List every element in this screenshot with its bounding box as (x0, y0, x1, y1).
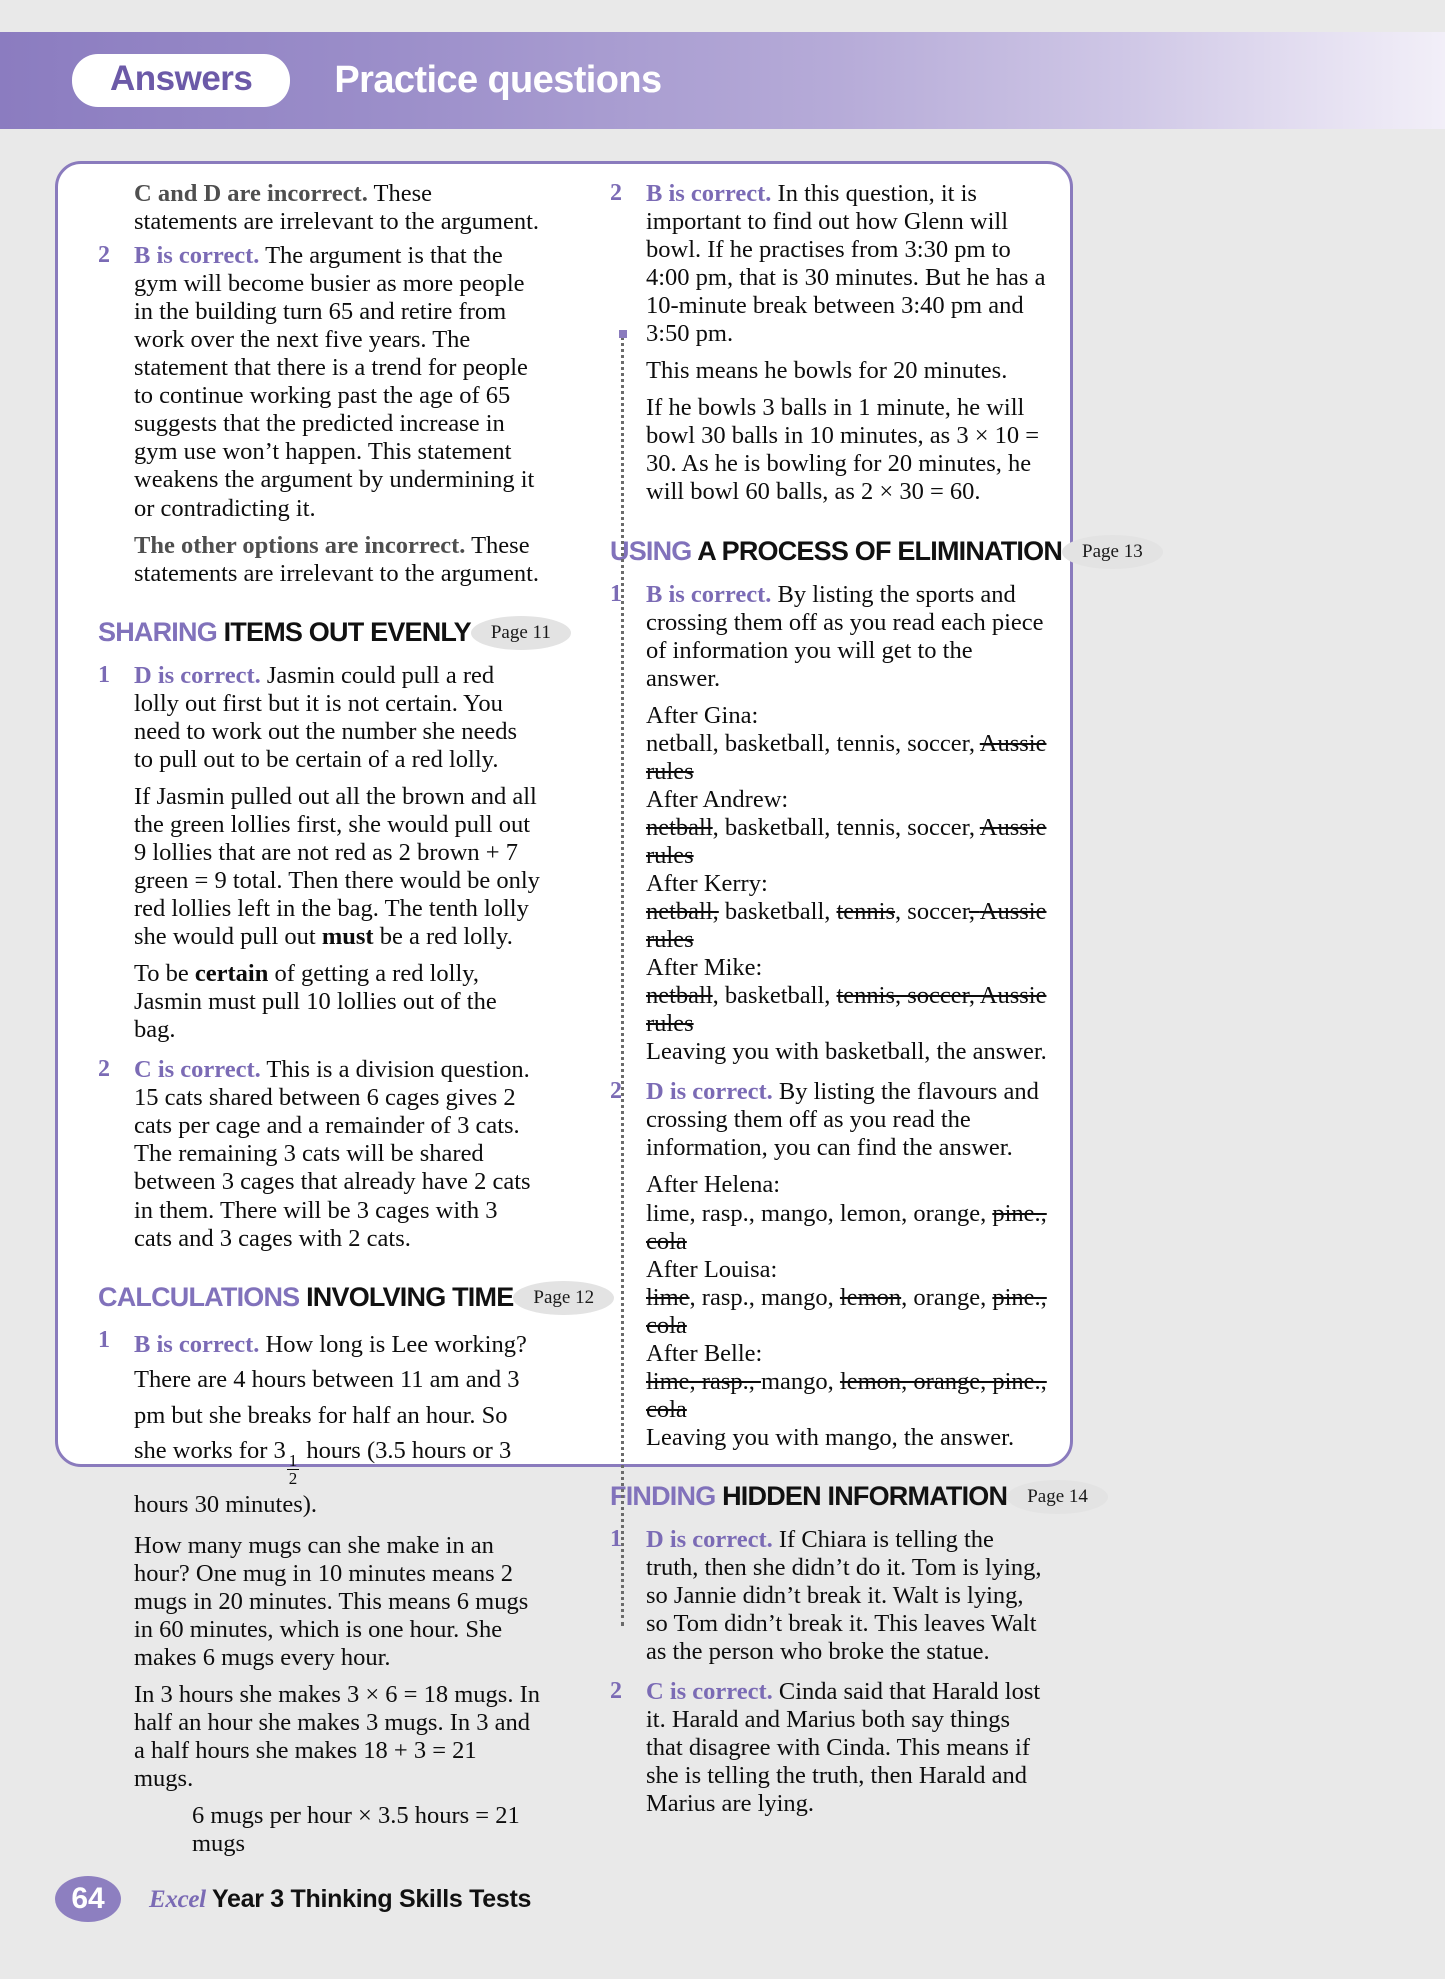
answer-text-a: How long is Lee working? There are 4 hours between 11 am and 3 pm but she breaks for half an hour. So she works for 3 (134, 1330, 527, 1465)
left-column (58, 180, 595, 1858)
book-title-text: Year 3 Thinking Skills Tests (212, 1884, 532, 1913)
answer-text-a: To be (134, 960, 195, 988)
answer-text: Cinda said that Harald lost it. Harald and Marius both say things that disagree with Cinda. This means if she is telling the truth, then Harald and Marius are lying. (646, 1678, 1041, 1818)
section-heading-text (610, 1481, 1007, 1512)
remaining-item: , rasp., mango, (689, 1283, 840, 1311)
answer-paragraph (646, 1078, 1048, 1162)
answer-paragraph-3: In 3 hours she makes 3 × 6 = 18 mugs. In half an hour she makes 3 mugs. In 3 and a half hours she makes 18 + 3 = 21 mugs. (134, 1681, 540, 1793)
remaining-item: , basketball, (712, 982, 837, 1010)
emphasis-must: must (321, 923, 374, 951)
answer-paragraph (646, 581, 1048, 693)
section-heading-first-word: CALCULATIONS (98, 1282, 300, 1313)
crossed-out-item: cola (646, 1227, 687, 1255)
crossed-out-item: , (968, 898, 980, 926)
carryover-text: These statements are irrelevant to the argument. (134, 180, 540, 236)
crossed-out-item: lime (646, 1283, 690, 1311)
section-heading-elimination (610, 535, 1143, 569)
answer-lead: B is correct. (646, 180, 772, 207)
answer-text: By listing the sports and crossing them off as you read each piece of information you will get to the answer. (646, 580, 1044, 692)
elimination-list-items (646, 1200, 1048, 1256)
answer-lead: D is correct. (134, 661, 261, 689)
section-heading-rest: ITEMS OUT EVENLY (216, 617, 471, 648)
section-heading-rest: A PROCESS OF ELIMINATION (691, 536, 1063, 567)
answer-number: 1 (610, 1525, 622, 1552)
fraction-numerator: 1 (288, 1450, 298, 1470)
brand-name: Excel (149, 1885, 206, 1913)
sharing-question-1 (98, 662, 540, 1051)
answer-text-b: hours (3.5 hours or 3 hours 30 minutes). (134, 1437, 512, 1519)
section-heading-first-word: FINDING (610, 1481, 716, 1512)
answer-paragraph (134, 1056, 540, 1252)
answer-number: 1 (610, 580, 622, 607)
section-heading-rest: INVOLVING TIME (299, 1282, 514, 1313)
crossed-out-item: lemon (839, 1283, 902, 1311)
crossed-out-item: pine., cola (646, 1283, 1047, 1339)
fraction-denominator: 2 (288, 1469, 298, 1489)
page-reference-badge: Page 12 (513, 1281, 614, 1315)
section-heading-rest: HIDDEN INFORMATION (715, 1481, 1008, 1512)
answer-number: 2 (98, 242, 110, 269)
answer-text: In this question, it is important to find out how Glenn will bowl. If he practises from 3:30 pm to 4:00 pm, that is 30 minutes. But he has a 10-minute break between 3:40 pm and 3:50 pm. (646, 180, 1046, 348)
remaining-item: netball, basketball, tennis, soccer, (646, 729, 980, 757)
answer-sub-text: These statements are irrelevant to the argument. (134, 531, 540, 587)
elimination-list-items (646, 982, 1048, 1038)
page-reference-badge: Page 11 (471, 616, 571, 650)
elimination-list-items (646, 1284, 1048, 1340)
two-column-layout (58, 164, 1143, 1858)
answer-body (134, 1327, 540, 1865)
answer-paragraph-2 (134, 783, 540, 951)
answer-body (646, 180, 1048, 513)
answer-paragraph (646, 180, 1048, 348)
answers-card (55, 161, 1143, 1858)
crossed-out-item: Aussie rules (646, 729, 1047, 785)
page-number-badge: 64 (55, 1876, 121, 1922)
answers-pill: Answers (72, 54, 290, 107)
answer-text-a: If Jasmin pulled out all the brown and all the green lollies first, she would pull out 9 lollies that are not red as 2 brown + 7 green = 9 total. Then there would be only red lollies left in the bag. The tenth lolly she would pull out (134, 782, 540, 951)
answer-number: 2 (98, 1056, 110, 1083)
answer-body (646, 581, 1048, 1073)
elimination-list-label: After Mike: (646, 954, 763, 982)
answer-paragraph (134, 242, 540, 522)
bowling-answer-item-2 (610, 180, 1048, 513)
remaining-item: , basketball, tennis, soccer, (712, 813, 980, 841)
answer-body (646, 1678, 1048, 1824)
elimination-list-label: After Belle: (646, 1339, 763, 1367)
page-header (0, 32, 1445, 129)
answer-text: If Chiara is telling the truth, then she didn’t do it. Tom is lying, so Jannie didn’t break it. Walt is lying, so Tom didn’t break it. This leaves Walt as the person who broke the statue. (646, 1525, 1042, 1666)
elimination-list-items (646, 898, 1048, 954)
elimination-list-items (646, 1368, 1048, 1424)
book-title (149, 1885, 531, 1914)
answer-text-b: be a red lolly. (373, 923, 513, 951)
section-heading-text (98, 1282, 513, 1313)
elimination-list-label: After Andrew: (646, 785, 789, 813)
remaining-item: basketball, (718, 898, 837, 926)
answer-text: The argument is that the gym will become busier as more people in the building turn 65 and retire from work over the next five years. The statement that there is a trend for people to continue working past the age of 65 suggests that the predicted increase in gym use won’t happen. This statement weakens the argument by undermining it or contradicting it. (134, 242, 535, 522)
answer-sub-lead: The other options are incorrect. (134, 531, 466, 559)
answer-paragraph (134, 662, 540, 774)
section-heading-first-word: SHARING (98, 617, 217, 648)
answer-number: 2 (610, 1078, 622, 1105)
answer-conclusion: Leaving you with mango, the answer. (646, 1423, 1015, 1451)
answer-lead: D is correct. (646, 1525, 773, 1553)
answer-number: 1 (98, 1326, 110, 1353)
answer-paragraph-3: If he bowls 3 balls in 1 minute, he will bowl 30 balls in 10 minutes, as 3 × 10 = 30. As he is bowling for 20 minutes, he will bowl 60 balls, as 2 × 30 = 60. (646, 394, 1040, 506)
section-heading-sharing (98, 616, 551, 650)
right-column (564, 180, 1143, 1818)
answer-body (134, 242, 540, 594)
elimination-list-label: After Gina: (646, 701, 759, 729)
sharing-question-2 (98, 1056, 540, 1258)
answer-text: This is a division question. 15 cats shared between 6 cages gives 2 cats per cage and a remainder of 3 cats. The remaining 3 cats will be shared between 3 cages that already have 2 cats in them. There will be 3 cages with 3 cats and 3 cages with 2 cats. (134, 1056, 531, 1252)
answer-number: 1 (98, 661, 110, 688)
elimination-list-label: After Kerry: (646, 869, 768, 897)
answer-paragraph-3 (134, 960, 540, 1044)
page-footer (55, 1876, 531, 1922)
answer-body (646, 1078, 1048, 1458)
column-divider (621, 336, 627, 1626)
column-divider-cap (619, 330, 627, 338)
section-heading-text (98, 617, 471, 648)
crossed-out-item: Aussie rules (646, 898, 1047, 954)
crossed-out-item: netball (646, 982, 713, 1010)
answer-lead: C is correct. (646, 1678, 773, 1706)
answer-subparagraph (134, 532, 540, 588)
crossed-out-item: Aussie rules (646, 813, 1047, 869)
crossed-out-item: netball, (646, 898, 719, 926)
section-heading-text (610, 536, 1062, 567)
answer-text: Jasmin could pull a red lolly out first but it is not certain. You need to work out the number she needs to pull out to be certain of a red lolly. (134, 661, 518, 773)
crossed-out-item: tennis (836, 898, 896, 926)
flavour-list-group (646, 1171, 1048, 1423)
answer-number: 2 (610, 1678, 622, 1705)
answer-paragraph (646, 1678, 1048, 1818)
elimination-list-group (646, 702, 1048, 1039)
carryover-lead: C and D are incorrect. (134, 180, 368, 207)
remaining-item: , orange, (901, 1283, 993, 1311)
answer-text: By listing the flavours and crossing them off as you read the information, you can find the answer. (646, 1078, 1039, 1162)
answer-number: 2 (610, 180, 622, 206)
answer-conclusion: Leaving you with basketball, the answer. (646, 1038, 1047, 1066)
calculations-question-1 (98, 1327, 540, 1865)
answer-item-2 (98, 242, 540, 594)
answer-text-b: of getting a red lolly, Jasmin must pull 10 lollies out of the bag. (134, 960, 497, 1044)
section-heading-first-word: USING (610, 536, 692, 567)
hidden-question-2 (610, 1678, 1048, 1824)
answer-body (134, 1056, 540, 1258)
elimination-list-items (646, 730, 1048, 786)
elimination-question-2 (610, 1078, 1048, 1458)
section-heading-hidden (610, 1480, 1088, 1514)
fraction-one-half (287, 1452, 300, 1488)
page-title: Practice questions (334, 59, 662, 101)
remaining-item: mango, (761, 1367, 840, 1395)
answer-lead: B is correct. (646, 580, 772, 608)
answer-paragraph-2: How many mugs can she make in an hour? One mug in 10 minutes means 2 mugs in 20 minutes. This means 6 mugs in 60 minutes, which is one hour. She makes 6 mugs every hour. (134, 1531, 529, 1672)
elimination-list-label: After Louisa: (646, 1255, 778, 1283)
answer-lead: C is correct. (134, 1056, 261, 1084)
page-reference-badge: Page 14 (1007, 1480, 1108, 1514)
elimination-list-items (646, 814, 1048, 870)
carryover-paragraph (134, 180, 540, 236)
answer-paragraph (134, 1327, 540, 1523)
crossed-out-item: lemon, orange, pine., cola (646, 1367, 1047, 1423)
answer-lead: D is correct. (646, 1078, 773, 1106)
remaining-item: lime, rasp., mango, lemon, orange, (646, 1199, 993, 1227)
elimination-list-label: After Helena: (646, 1171, 780, 1199)
page-reference-badge: Page 13 (1062, 535, 1163, 569)
answer-body (134, 662, 540, 1051)
answer-paragraph-4: 6 mugs per hour × 3.5 hours = 21 mugs (192, 1802, 520, 1858)
crossed-out-item: lime, rasp., (646, 1367, 761, 1395)
hidden-question-1 (610, 1526, 1048, 1672)
elimination-question-1 (610, 581, 1048, 1073)
crossed-out-item: pine., (992, 1199, 1047, 1227)
crossed-out-item: tennis, soccer, Aussie rules (646, 982, 1047, 1038)
answer-paragraph-2: This means he bowls for 20 minutes. (646, 357, 1008, 385)
answer-paragraph (646, 1526, 1048, 1666)
answer-body (646, 1526, 1048, 1672)
crossed-out-item: netball (646, 813, 713, 841)
remaining-item: , soccer (895, 898, 969, 926)
section-heading-calculations (98, 1281, 595, 1315)
answer-lead: B is correct. (134, 242, 260, 270)
emphasis-certain: certain (194, 960, 269, 988)
answer-lead: B is correct. (134, 1330, 260, 1358)
